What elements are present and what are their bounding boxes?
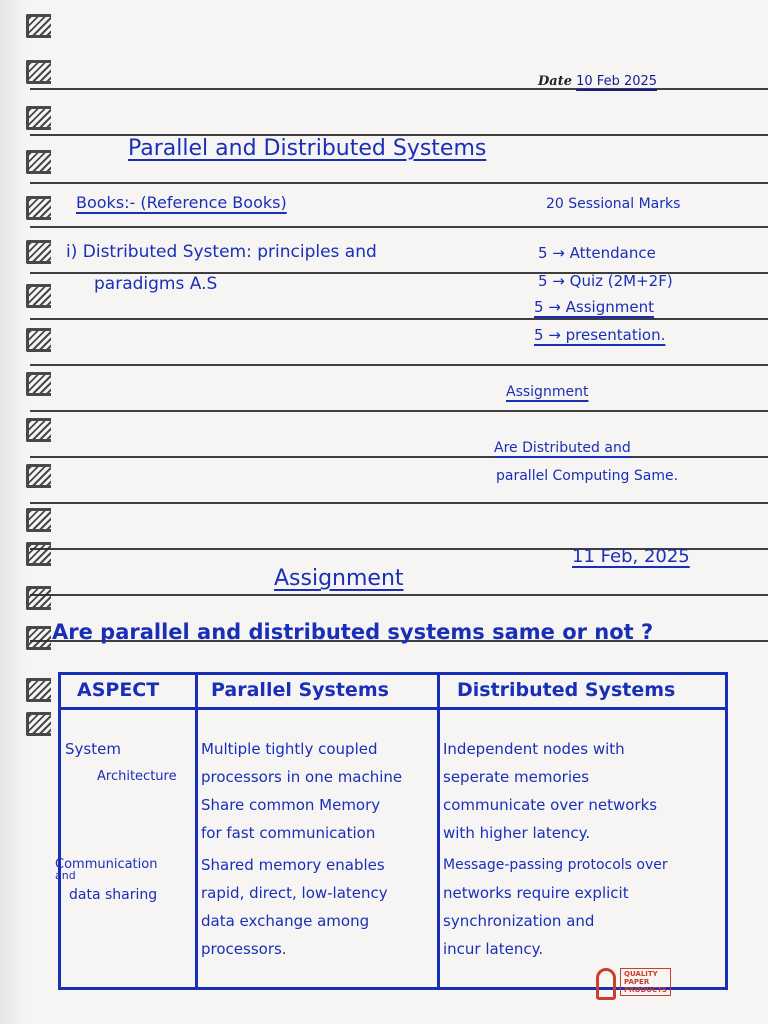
- books-heading: Books:- (Reference Books): [76, 193, 287, 212]
- table-header-parallel: Parallel Systems: [211, 679, 389, 701]
- comparison-table: [55, 672, 728, 990]
- table-row-aspect: data sharing: [69, 887, 158, 903]
- table-cell-parallel: Shared memory enables: [201, 856, 385, 874]
- assignment-note-line1: Are Distributed and: [494, 440, 631, 456]
- binding-hook: [0, 148, 62, 172]
- binding-hook: [0, 58, 62, 82]
- table-header-divider: [61, 707, 725, 710]
- ruled-line: [30, 364, 768, 366]
- ruled-line: [30, 226, 768, 228]
- ruled-line: [30, 410, 768, 412]
- binding-hook: [0, 370, 62, 394]
- ruled-line: [30, 502, 768, 504]
- table-column-divider: [195, 675, 198, 987]
- date-value: 10 Feb 2025: [576, 74, 658, 89]
- binding-hook: [0, 584, 62, 608]
- date-label: Date: [538, 74, 572, 89]
- binding-hook: [0, 540, 62, 564]
- binding-hook: [0, 416, 62, 440]
- table-cell-distributed: seperate memories: [443, 768, 590, 786]
- table-cell-distributed: synchronization and: [443, 912, 595, 930]
- binding-hook: [0, 462, 62, 486]
- table-cell-parallel: processors in one machine: [201, 768, 403, 786]
- binding-hook: [0, 710, 62, 734]
- ruled-line: [30, 594, 768, 596]
- table-cell-distributed: communicate over networks: [443, 796, 658, 814]
- assignment-note-line2: parallel Computing Same.: [496, 468, 679, 484]
- ruled-line: [30, 88, 768, 90]
- table-cell-parallel: Share common Memory: [201, 796, 381, 814]
- table-cell-distributed: Independent nodes with: [443, 740, 625, 758]
- marks-item: 5 → Attendance: [538, 244, 656, 262]
- logo-mark-icon: [596, 968, 616, 1000]
- table-row-aspect: Architecture: [97, 769, 177, 784]
- date-header: [538, 74, 657, 89]
- table-header-distributed: Distributed Systems: [457, 679, 676, 701]
- binding-hook: [0, 194, 62, 218]
- ruled-line: [30, 318, 768, 320]
- binding-hook: [0, 238, 62, 262]
- book-entry-line1: i) Distributed System: principles and: [66, 242, 377, 262]
- second-date: 11 Feb, 2025: [572, 546, 690, 567]
- book-entry-line2: paradigms A.S: [94, 274, 218, 294]
- binding-hook: [0, 326, 62, 350]
- logo-text: QUALITY PAPER PRODUCTS: [620, 968, 671, 996]
- binding-hook: [0, 104, 62, 128]
- table-header-aspect: ASPECT: [77, 679, 160, 701]
- marks-item: 5 → presentation.: [534, 326, 666, 344]
- ruled-line: [30, 456, 768, 458]
- binding-hook: [0, 12, 62, 36]
- binding-hook: [0, 506, 62, 530]
- table-cell-distributed: with higher latency.: [443, 824, 591, 842]
- table-cell-parallel: processors.: [201, 940, 287, 958]
- brand-logo: [594, 964, 667, 1006]
- table-cell-distributed: Message-passing protocols over: [443, 857, 668, 873]
- table-cell-distributed: networks require explicit: [443, 884, 629, 902]
- assignment-note-heading: Assignment: [506, 384, 589, 400]
- table-cell-parallel: data exchange among: [201, 912, 370, 930]
- page-title: Parallel and Distributed Systems: [128, 136, 487, 161]
- marks-heading: 20 Sessional Marks: [546, 196, 681, 212]
- assignment-title: Assignment: [274, 566, 404, 591]
- binding-hook: [0, 676, 62, 700]
- question: Are parallel and distributed systems same or not ?: [52, 620, 654, 644]
- table-row-aspect: Communication: [55, 857, 158, 872]
- table-cell-parallel: for fast communication: [201, 824, 376, 842]
- table-row-aspect: and: [55, 869, 76, 882]
- table-cell-parallel: Multiple tightly coupled: [201, 740, 378, 758]
- ruled-line: [30, 182, 768, 184]
- table-cell-parallel: rapid, direct, low-latency: [201, 884, 388, 902]
- marks-item: 5 → Quiz (2M+2F): [538, 272, 673, 290]
- table-row-aspect: System: [65, 740, 121, 758]
- marks-item: 5 → Assignment: [534, 298, 654, 316]
- binding-hook: [0, 282, 62, 306]
- table-column-divider: [437, 675, 440, 987]
- table-cell-distributed: incur latency.: [443, 940, 544, 958]
